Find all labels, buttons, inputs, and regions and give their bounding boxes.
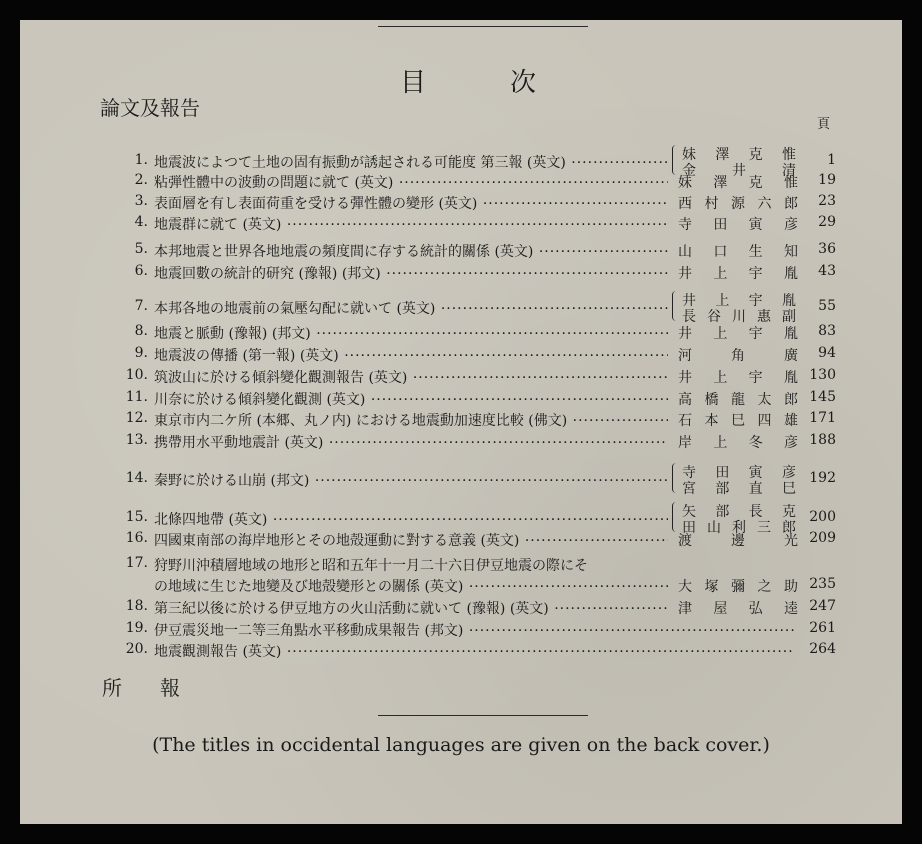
entry-number: 2. xyxy=(134,172,148,188)
author-name: 渡 邊 光 xyxy=(678,533,798,549)
page-title: 目次 xyxy=(400,68,621,98)
entry-title: 地震波の傳播 (第一報) (英文) ····· xyxy=(154,345,668,365)
brace-mark xyxy=(672,463,678,493)
author-name: 田 山 利 三 郎 xyxy=(682,520,796,536)
brace-mark xyxy=(672,145,678,175)
entry-title: 四國東南部の海岸地形とその地殻運動に對する意義 (英文) ····· xyxy=(154,530,668,550)
entry-number: 15. xyxy=(125,509,148,525)
page-number: 55 xyxy=(818,298,836,314)
page-number: 19 xyxy=(818,172,836,188)
page-column-header: 頁 xyxy=(817,117,831,132)
author-name: 岸 上 冬 彦 xyxy=(678,435,798,451)
entry-title: 北條四地帶 (英文) ····· xyxy=(154,509,668,529)
brace-mark xyxy=(672,291,678,321)
entry-title: 狩野川沖積層地域の地形と昭和五年十一月二十六日伊豆地震の際にそ xyxy=(154,558,588,574)
author-name: 河 角 廣 xyxy=(678,348,798,364)
author-name: 長 谷 川 惠 副 xyxy=(682,309,796,325)
author-name: 大 塚 彌 之 助 xyxy=(678,579,798,595)
entry-number: 12. xyxy=(125,410,148,426)
entry-number: 9. xyxy=(134,345,148,361)
entry-title: 地震群に就て (英文) ····· xyxy=(154,214,668,234)
entry-title: 表面層を有し表面荷重を受ける彈性體の變形 (英文) ····· xyxy=(154,193,668,213)
author-name: 矢 部 長 克 xyxy=(682,504,796,520)
entry-title: 筑波山に於ける傾斜變化觀測報告 (英文) ····· xyxy=(154,367,668,387)
entry-title: 本邦各地の地震前の氣壓勾配に就いて (英文) ····· xyxy=(154,298,668,318)
entry-number: 18. xyxy=(125,598,148,614)
author-name: 妹 澤 克 惟 xyxy=(678,175,798,191)
page-number: 171 xyxy=(809,410,836,426)
page-number: 1 xyxy=(827,152,836,168)
entry-title: 東京市内二ケ所 (本郷、丸ノ内) における地震動加速度比較 (佛文) ····· xyxy=(154,410,668,430)
author-name: 井 上 宇 胤 xyxy=(678,326,798,342)
author-name: 津 屋 弘 逵 xyxy=(678,601,798,617)
page-number: 36 xyxy=(818,241,836,257)
entry-title-continued: の地域に生じた地變及び地殻變形との關係 (英文) ····· xyxy=(154,576,668,596)
page-number: 29 xyxy=(818,214,836,230)
author-name: 金 井 清 xyxy=(682,163,796,179)
author-name: 井 上 宇 胤 xyxy=(678,370,798,386)
page-number: 264 xyxy=(809,641,836,657)
entry-number: 11. xyxy=(125,389,148,405)
page-number: 261 xyxy=(809,620,836,636)
document-page xyxy=(20,20,902,824)
entry-number: 17. xyxy=(125,555,148,571)
entry-number: 14. xyxy=(125,470,148,486)
entry-number: 5. xyxy=(134,241,148,257)
entry-title: 川奈に於ける傾斜變化觀測 (英文) ····· xyxy=(154,389,668,409)
section-label: 論文及報告 xyxy=(100,96,200,120)
page-number: 200 xyxy=(809,509,836,525)
bottom-rule xyxy=(378,715,588,716)
author-name: 西 村 源 六 郎 xyxy=(678,196,798,212)
page-number: 130 xyxy=(809,367,836,383)
page-number: 192 xyxy=(809,470,836,486)
entry-number: 4. xyxy=(134,214,148,230)
entry-number: 7. xyxy=(134,298,148,314)
entry-title: 秦野に於ける山崩 (邦文) ····· xyxy=(154,470,668,490)
entry-number: 19. xyxy=(125,620,148,636)
author-name: 石 本 巳 四 雄 xyxy=(678,413,798,429)
page-number: 23 xyxy=(818,193,836,209)
entry-number: 10. xyxy=(125,367,148,383)
page-number: 94 xyxy=(818,345,836,361)
entry-title: 本邦地震と世界各地地震の頻度間に存する統計的關係 (英文) ····· xyxy=(154,241,668,261)
entry-title: 携帶用水平動地震計 (英文) ····· xyxy=(154,432,668,452)
entry-title: 粘弾性體中の波動の問題に就て (英文) ····· xyxy=(154,172,668,192)
author-name: 寺 田 寅 彦 xyxy=(682,465,796,481)
entry-number: 3. xyxy=(134,193,148,209)
table-of-contents xyxy=(20,20,902,700)
author-name: 井 上 宇 胤 xyxy=(682,293,796,309)
page-number: 83 xyxy=(818,323,836,339)
brace-mark xyxy=(672,502,678,532)
author-name: 高 橋 龍 太 郎 xyxy=(678,392,798,408)
entry-number: 16. xyxy=(125,530,148,546)
page-number: 247 xyxy=(809,598,836,614)
footer-note: (The titles in occidental languages are given on the back cover.) xyxy=(152,734,770,756)
page-number: 209 xyxy=(809,530,836,546)
entry-title: 伊豆震災地一二等三角點水平移動成果報告 (邦文) ····· xyxy=(154,620,794,640)
page-number: 235 xyxy=(809,576,836,592)
entry-number: 20. xyxy=(125,641,148,657)
author-name: 寺 田 寅 彦 xyxy=(678,217,798,233)
entry-number: 6. xyxy=(134,263,148,279)
page-number: 43 xyxy=(818,263,836,279)
entry-title: 地震波によつて土地の固有振動が誘起される可能度 第三報 (英文) ····· xyxy=(154,152,668,172)
author-name: 宮 部 直 巳 xyxy=(682,481,796,497)
entry-number: 13. xyxy=(125,432,148,448)
page-number: 188 xyxy=(809,432,836,448)
entry-title: 第三紀以後に於ける伊豆地方の火山活動に就いて (豫報) (英文) ····· xyxy=(154,598,668,618)
entry-title: 地震と脈動 (豫報) (邦文) ····· xyxy=(154,323,668,343)
author-name: 井 上 宇 胤 xyxy=(678,266,798,282)
entry-number: 1. xyxy=(134,152,148,168)
author-name: 山 口 生 知 xyxy=(678,244,798,260)
bottom-section-label: 所報 xyxy=(102,676,218,700)
page-number: 145 xyxy=(809,389,836,405)
entry-number: 8. xyxy=(134,323,148,339)
author-name: 妹 澤 克 惟 xyxy=(682,147,796,163)
entry-title: 地震觀測報告 (英文) ····· xyxy=(154,641,794,661)
entry-title: 地震回數の統計的研究 (豫報) (邦文) ····· xyxy=(154,263,668,283)
